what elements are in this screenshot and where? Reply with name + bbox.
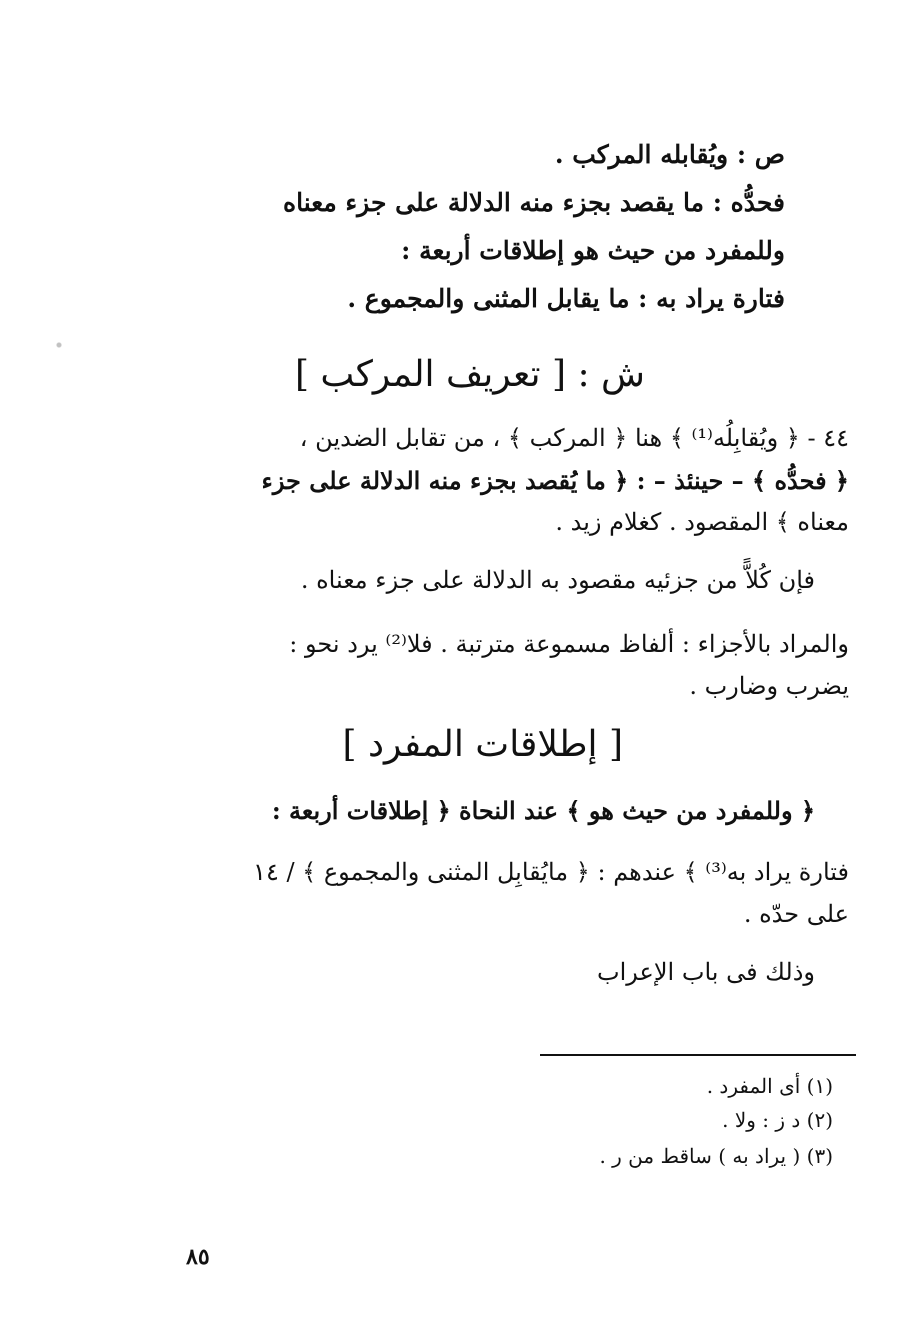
para6-line-1: وذلك فى باب الإعراب (597, 958, 815, 986)
para4-line-1: ﴿ وللمفرد من حيث هو ﴾ عند النحاة ﴿ إطلاقات أربعة : (271, 796, 815, 825)
footnote-3: (٣) ( يراد به ) ساقط من ر . (599, 1144, 833, 1168)
para2-line-1: فإن كُلاًّ من جزئيه مقصود به الدلالة على جزء معناه . (300, 566, 815, 594)
page-number: ٨٥ (186, 1244, 210, 1270)
para3-line-2: يضرب وضارب . (689, 672, 849, 700)
para5-line-2: على حدّه . (743, 900, 849, 928)
para5-line-1: فتارة يراد به⁽³⁾ ﴾ عندهم : ﴿ مايُقابِل المثنى والمجموع ﴾ / ١٤ (253, 858, 849, 886)
footnote-2: (٢) د ز : ولا . (722, 1108, 833, 1132)
para1-line-2: ﴿ فحدُّه ﴾ – حينئذ – : ﴿ ما يُقصد بجزء منه الدلالة على جزء (261, 466, 849, 495)
matn-line-3: وللمفرد من حيث هو إطلاقات أربعة : (401, 236, 785, 265)
scan-speck (52, 340, 66, 350)
matn-line-1: ص : ويُقابله المركب . (554, 140, 785, 169)
footnote-divider (540, 1054, 856, 1056)
section-heading-itlaqat: [ إطلاقات المفرد ] (342, 724, 623, 765)
matn-line-4: فتارة يراد به : ما يقابل المثنى والمجموع . (347, 284, 785, 313)
para1-line-3: معناه ﴾ المقصود . كغلام زيد . (555, 508, 849, 536)
matn-line-2: فحدُّه : ما يقصد بجزء منه الدلالة على جزء معناه (283, 188, 785, 217)
footnote-1: (١) أى المفرد . (706, 1074, 833, 1098)
para3-line-1: والمراد بالأجزاء : ألفاظ مسموعة مترتبة . فلا⁽²⁾ يرد نحو : (289, 630, 849, 658)
para1-line-1: ٤٤ - ﴿ ويُقابِلُه⁽¹⁾ ﴾ هنا ﴿ المركب ﴾ ، من تقابل الضدين ، (299, 424, 849, 452)
section-heading-murakkab: ش : [ تعريف المركب ] (294, 354, 645, 395)
